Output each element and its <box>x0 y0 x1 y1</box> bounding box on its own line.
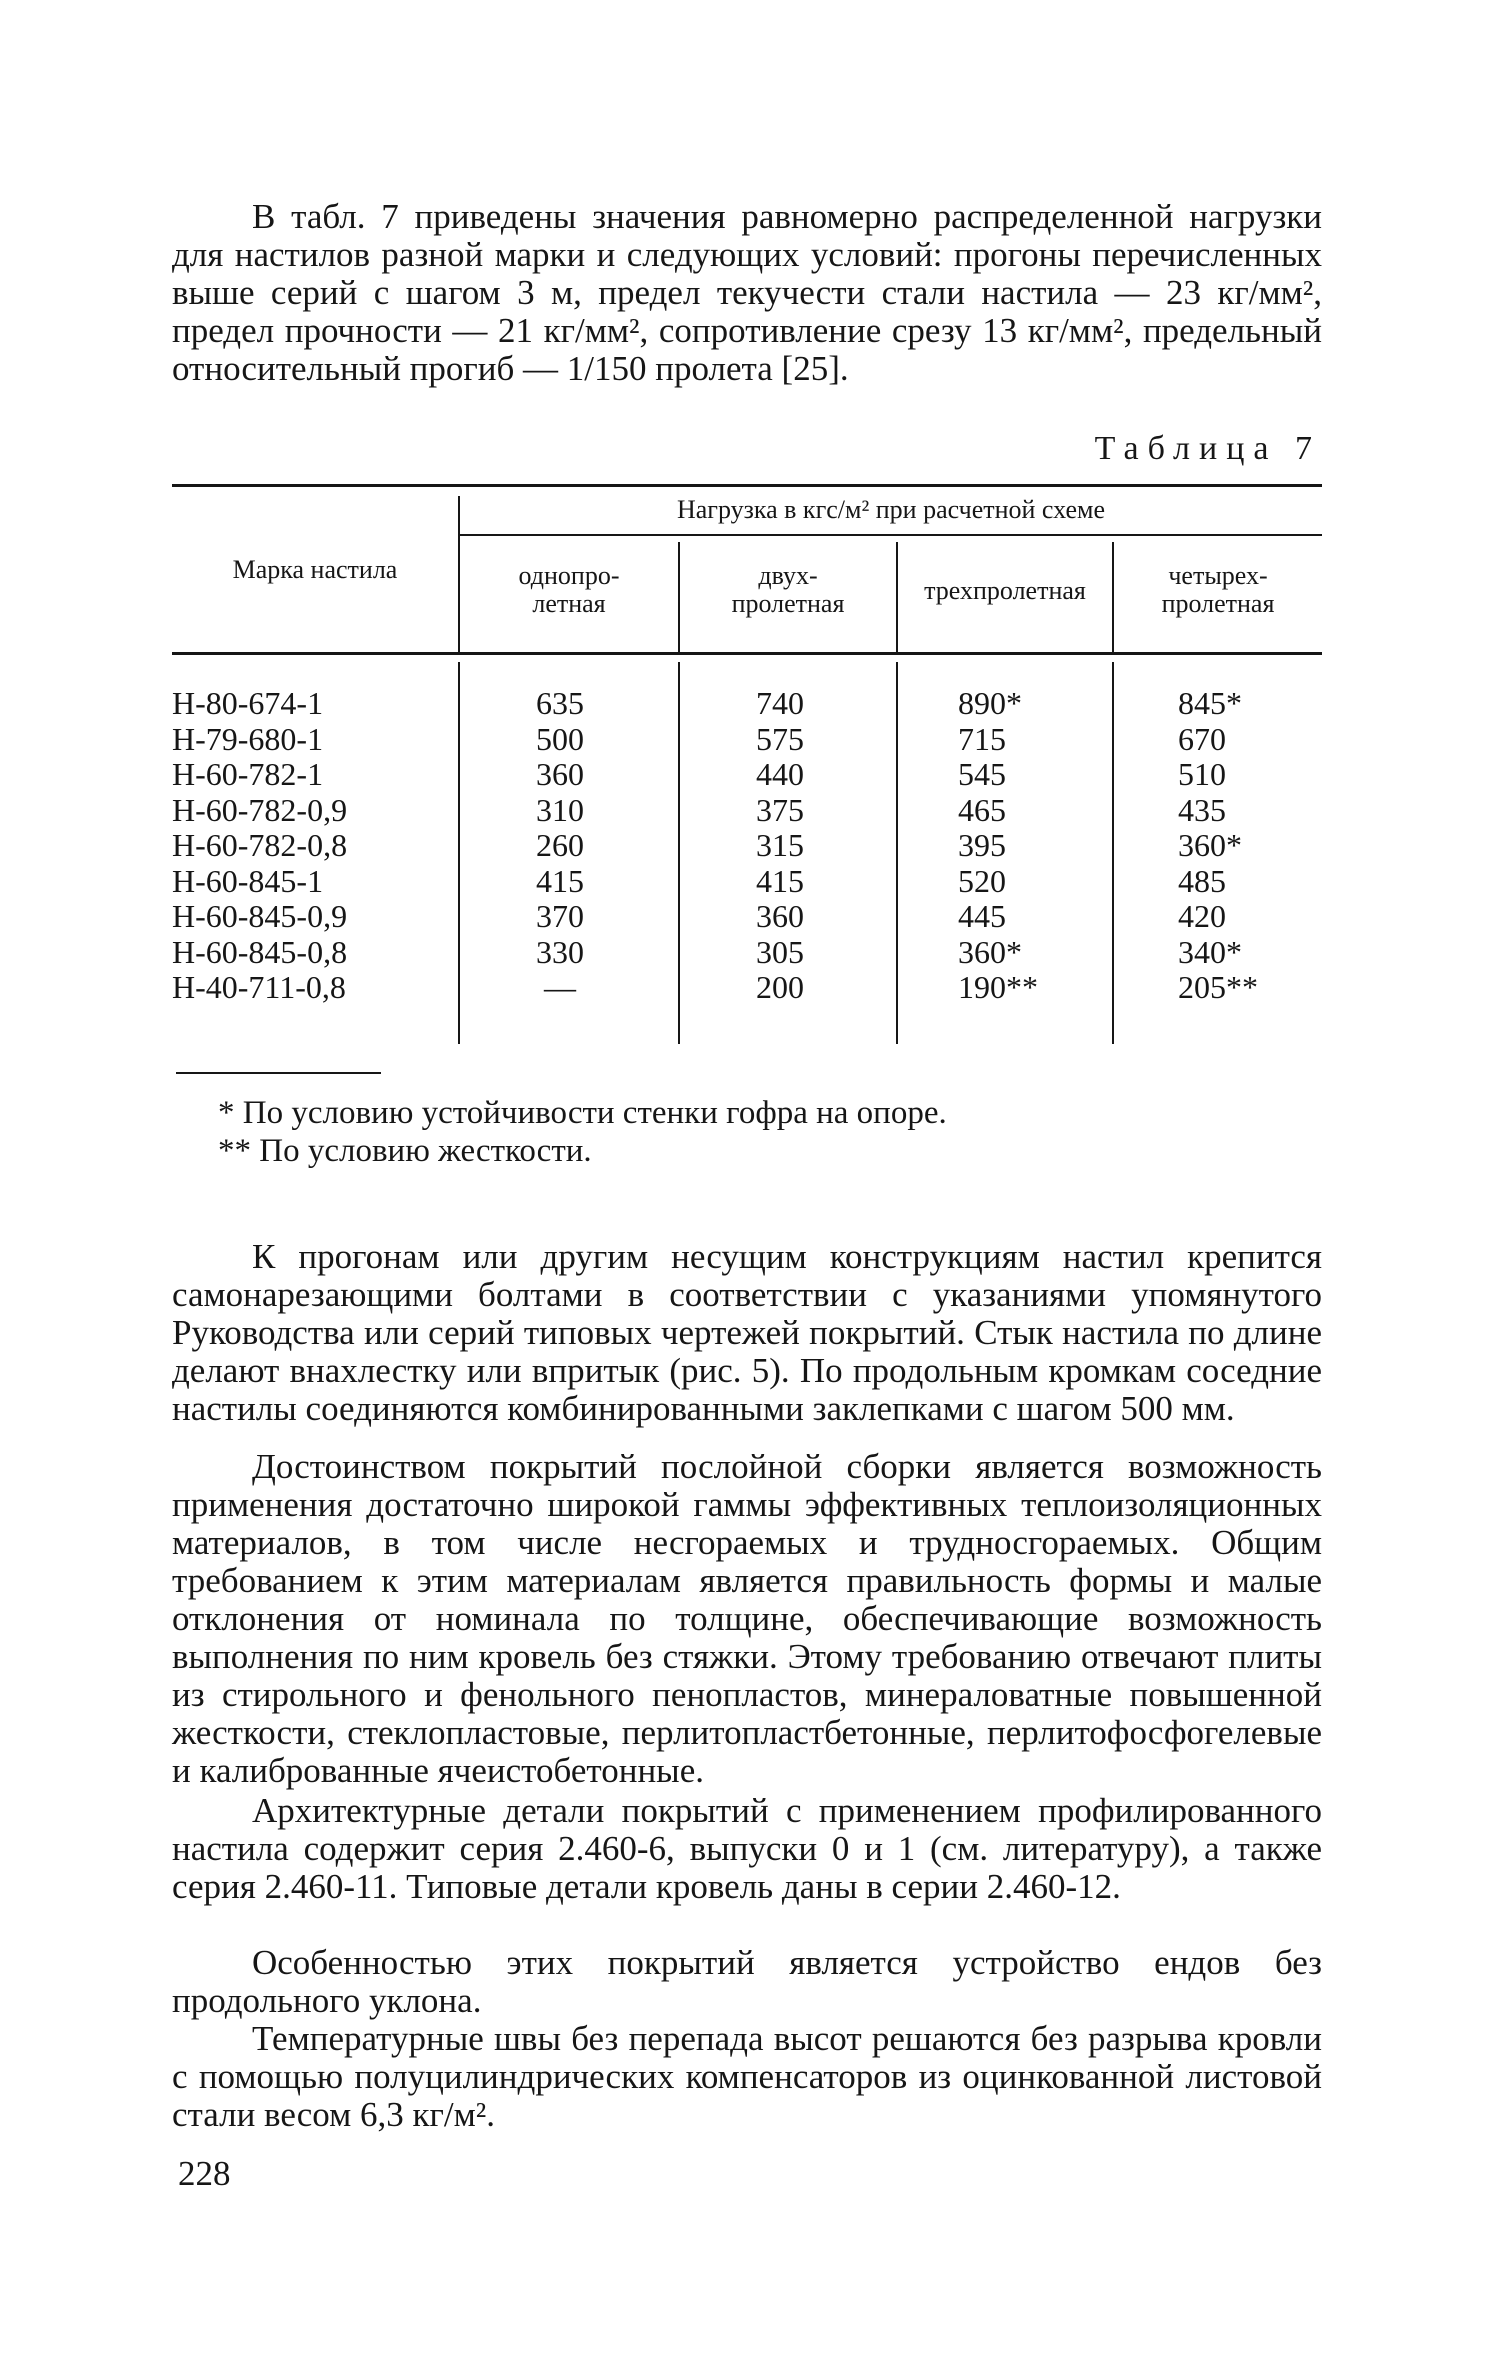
three-span-column: 890* 715 545 465 395 520 445 360* 190** <box>958 685 1038 1005</box>
group-header-rule <box>458 534 1322 536</box>
table-top-rule <box>172 484 1322 487</box>
header-bottom-rule <box>172 652 1322 655</box>
two-span-column: 740 575 440 375 315 415 360 305 200 <box>756 685 804 1005</box>
paragraph-fastening: К прогонам или другим несущим конструкциям настил крепится самонарезающими болтами в соответствии с указаниями упомянутого Руководства или серий типовых чертежей покрытий. Стык настила по длине делают внахлестку или впритык (рис. 5). По продольным кромкам соседние настилы соединяются комбинированными заклепками с шагом 500 мм. <box>172 1237 1322 1428</box>
single-span-column: 635 500 360 310 260 415 370 330 — <box>536 685 584 1005</box>
intro-paragraph: В табл. 7 приведены значения равномерно распределенной нагрузки для настилов разной марки и следующих условий: прогоны перечисленных выше серий с шагом 3 м, предел текучести стали настила — 23 кг/мм², предел прочности — 21 кг/мм², сопротивление срезу 13 кг/мм², предельный относительный прогиб — 1/150 пролета [25]. <box>172 197 1322 388</box>
body-divider <box>896 662 898 1044</box>
header-mark: Марка настила <box>232 555 398 584</box>
footnote-stiffness: ** По условию жесткости. <box>218 1133 592 1169</box>
paragraph-details: Архитектурные детали покрытий с применением профилированного настила содержит серия 2.460-6, выпуски 0 и 1 (см. литературу), а также серия 2.460-11. Типовые детали кровель даны в серии 2.460-12. <box>172 1791 1322 1906</box>
mark-column: Н-80-674-1 Н-79-680-1 Н-60-782-1 Н-60-782-0,9 Н-60-782-0,8 Н-60-845-1 Н-60-845-0,9 Н-60-845-0,8 Н-40-711-0,8 <box>172 685 348 1005</box>
header-three-span: трехпролетная <box>924 576 1086 605</box>
paragraph-joints: Температурные швы без перепада высот решаются без разрыва кровли с помощью полуцилиндрических компенсаторов из оцинкованной листовой стали весом 6,3 кг/м². <box>172 2019 1322 2134</box>
header-group: Нагрузка в кгс/м² при расчетной схеме <box>676 495 1106 524</box>
load-table <box>172 484 1322 1044</box>
footnotes <box>218 1094 947 1170</box>
header-four-span: четырех- пролетная <box>1161 561 1275 618</box>
four-span-column: 845* 670 510 435 360* 485 420 340* 205** <box>1178 685 1258 1005</box>
paragraph-insulation: Достоинством покрытий послойной сборки является возможность применения достаточно широкой гаммы эффективных теплоизоляционных материалов, в том числе несгораемых и трудносгораемых. Общим требованием к этим материалам является правильность формы и малые отклонения от номинала по толщине, обеспечивающие возможность выполнения по ним кровель без стяжки. Этому требованию отвечают плиты из стирольного и фенольного пенопластов, минераловатные повышенной жесткости, стеклопластовые, перлитопластбетонные, перлитофосфогелевые и калиброванные ячеистобетонные. <box>172 1447 1322 1790</box>
header-single-span: однопро- летная <box>518 561 620 618</box>
body-divider <box>1112 662 1114 1044</box>
table-title: Таблица 7 <box>1094 430 1321 467</box>
footnote-stability: * По условию устойчивости стенки гофра на опоре. <box>218 1095 947 1131</box>
paragraph-valleys: Особенностью этих покрытий является устройство ендов без продольного уклона. <box>172 1943 1322 2020</box>
header-two-span: двух- пролетная <box>731 561 845 618</box>
footnote-rule <box>176 1072 381 1074</box>
page-number: 228 <box>178 2154 231 2193</box>
